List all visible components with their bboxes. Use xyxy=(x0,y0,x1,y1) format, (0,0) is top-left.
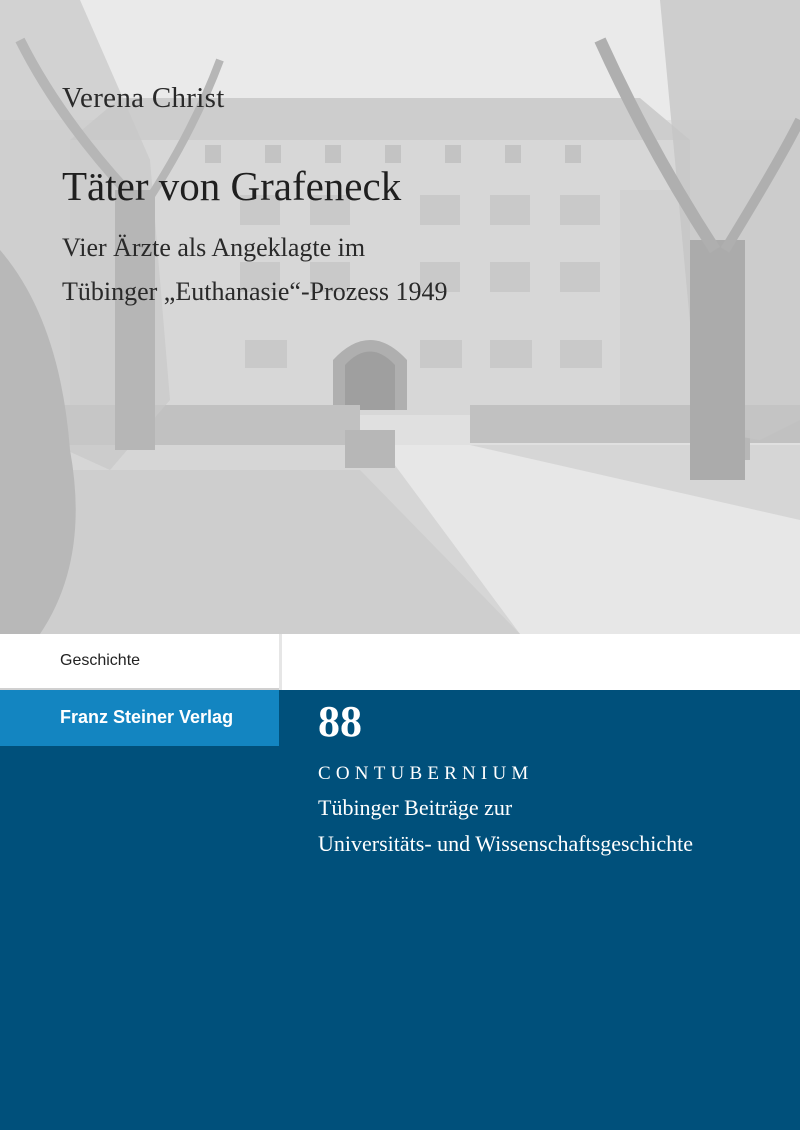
subtitle-line-1: Vier Ärzte als Angeklagte im xyxy=(62,233,366,262)
series-subtitle-line-2: Universitäts- und Wissenschaftsgeschichte xyxy=(318,831,694,856)
band-divider xyxy=(279,634,282,690)
series-panel xyxy=(0,690,800,1130)
subtitle-line-2: Tübinger „Euthanasie“-Prozess 1949 xyxy=(62,277,448,306)
publisher-name: Franz Steiner Verlag xyxy=(60,707,234,727)
book-title: Täter von Grafeneck xyxy=(62,163,402,209)
series-name: CONTUBERNIUM xyxy=(318,763,534,784)
subject-label: Geschichte xyxy=(60,652,141,669)
series-subtitle-line-1: Tübinger Beiträge zur xyxy=(318,795,513,820)
author-name: Verena Christ xyxy=(62,82,225,114)
volume-number: 88 xyxy=(318,697,362,746)
